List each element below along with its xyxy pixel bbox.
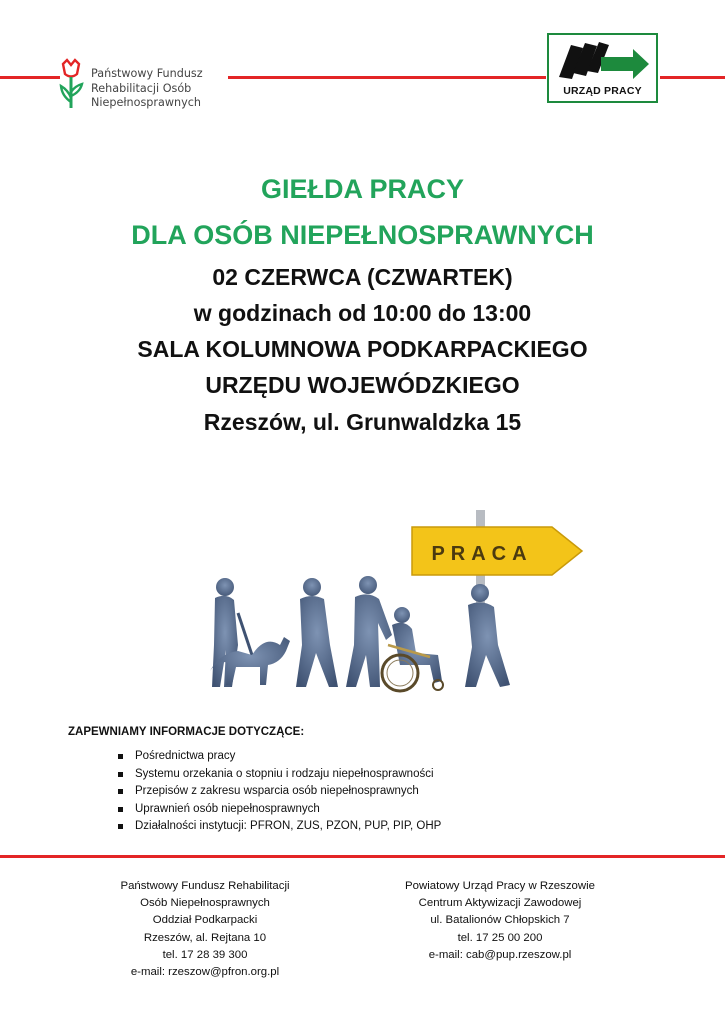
walking-person xyxy=(296,578,338,687)
person-with-guide-dog xyxy=(210,578,290,687)
pfron-logo-text xyxy=(91,67,203,111)
event-hours: w godzinach od 10:00 do 13:00 xyxy=(193,300,532,326)
footer-rule xyxy=(0,855,725,858)
urzad-pracy-logo xyxy=(547,33,658,103)
footer-left-email[interactable]: e-mail: rzeszow@pfron.org.pl xyxy=(130,966,280,979)
pfron-logo-line-2: Rehabilitacji Osób xyxy=(91,81,192,95)
pfron-logo-line-1: Państwowy Fundusz xyxy=(91,67,203,80)
bullet-icon xyxy=(118,807,123,812)
event-date: 02 CZERWCA (CZWARTEK) xyxy=(212,264,513,290)
list-item-text: Działalności instytucji: PFRON, ZUS, PZON, PUP, PIP, OHP xyxy=(135,820,442,833)
bullet-icon xyxy=(118,789,123,794)
bullet-icon xyxy=(118,754,123,759)
footer-right-name-1: Powiatowy Urząd Pracy w Rzeszowie xyxy=(405,880,595,892)
list-item xyxy=(118,766,441,784)
hands-arrow-icon xyxy=(549,37,656,87)
footer-left-name-2: Osób Niepełnosprawnych xyxy=(140,897,270,910)
info-list xyxy=(118,748,441,836)
list-item-text: Pośrednictwa pracy xyxy=(135,750,236,762)
list-item-text: Uprawnień osób niepełnosprawnych xyxy=(135,802,320,815)
footer-left-dept: Oddział Podkarpacki xyxy=(152,914,258,927)
footer-right-address: ul. Batalionów Chłopskich 7 xyxy=(430,914,570,927)
venue-address: Rzeszów, ul. Grunwaldzka 15 xyxy=(203,409,522,435)
pfron-logo-line-3: Niepełnosprawnych xyxy=(91,96,201,109)
list-item xyxy=(118,783,441,801)
footer-left-phone: tel. 17 28 39 300 xyxy=(162,948,248,961)
walking-man xyxy=(465,584,510,687)
footer-pfron-contact xyxy=(80,878,330,981)
job-seekers-illustration xyxy=(180,505,590,700)
title-line-1: GIEŁDA PRACY xyxy=(260,174,464,204)
footer-left-name-1: Państwowy Fundusz Rehabilitacji xyxy=(120,880,290,892)
header-rule-middle xyxy=(228,76,546,79)
info-heading: ZAPEWNIAMY INFORMACJE DOTYCZĄCE: xyxy=(68,726,305,738)
praca-sign-text: PRACA xyxy=(431,543,533,565)
bullet-icon xyxy=(118,772,123,777)
venue-line-2: URZĘDU WOJEWÓDZKIEGO xyxy=(205,372,520,398)
urzad-pracy-label: URZĄD PRACY xyxy=(563,85,642,97)
bullet-icon xyxy=(118,824,123,829)
footer-right-name-2: Centrum Aktywizacji Zawodowej xyxy=(418,897,582,910)
venue-line-1: SALA KOLUMNOWA PODKARPACKIEGO xyxy=(137,336,588,362)
header-rule-left xyxy=(0,76,60,79)
list-item xyxy=(118,818,441,836)
list-item-text: Systemu orzekania o stopniu i rodzaju niepełnosprawności xyxy=(135,767,434,780)
person-pushing-wheelchair xyxy=(346,576,392,687)
footer-left-address: Rzeszów, al. Rejtana 10 xyxy=(143,931,267,944)
list-item xyxy=(118,748,441,766)
pfron-logo xyxy=(58,58,228,114)
footer-pup-contact xyxy=(370,878,630,964)
list-item xyxy=(118,801,441,819)
title-line-2: DLA OSÓB NIEPEŁNOSPRAWNYCH xyxy=(131,220,594,250)
list-item-text: Przepisów z zakresu wsparcia osób niepełnosprawnych xyxy=(135,785,419,798)
header-rule-right xyxy=(660,76,725,79)
wheelchair-user xyxy=(382,607,443,691)
footer-right-phone: tel. 17 25 00 200 xyxy=(457,931,543,944)
footer-right-email[interactable]: e-mail: cab@pup.rzeszow.pl xyxy=(428,948,572,961)
tulip-pfron-icon xyxy=(58,58,88,114)
